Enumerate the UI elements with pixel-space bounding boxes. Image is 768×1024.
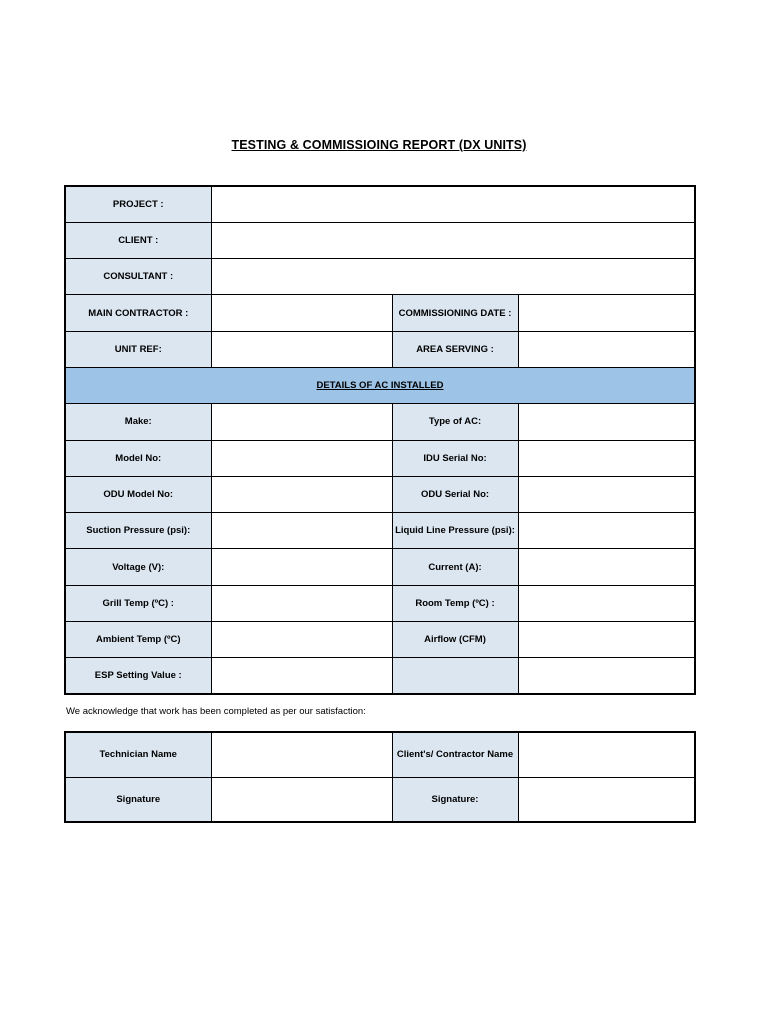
table-row — [65, 440, 695, 476]
detail-label: Voltage (V): — [65, 549, 211, 585]
table-row — [65, 404, 695, 440]
detail-field[interactable] — [518, 658, 695, 694]
main-contractor-label: MAIN CONTRACTOR : — [65, 295, 211, 331]
detail-label — [392, 658, 518, 694]
table-row — [65, 259, 695, 295]
detail-label: Current (A): — [392, 549, 518, 585]
detail-label: Grill Temp (ºC) : — [65, 585, 211, 621]
project-field[interactable] — [211, 186, 695, 222]
table-row — [65, 658, 695, 694]
unit-ref-field[interactable] — [211, 331, 392, 367]
detail-field[interactable] — [518, 585, 695, 621]
detail-field[interactable] — [518, 404, 695, 440]
area-serving-field[interactable] — [518, 331, 695, 367]
table-row — [65, 732, 695, 777]
signoff-table — [64, 731, 696, 823]
table-row — [65, 476, 695, 512]
client-signature-label: Signature: — [392, 777, 518, 822]
client-label: CLIENT : — [65, 222, 211, 258]
table-row — [65, 186, 695, 222]
commissioning-date-field[interactable] — [518, 295, 695, 331]
detail-field[interactable] — [211, 404, 392, 440]
detail-label: Liquid Line Pressure (psi): — [392, 513, 518, 549]
detail-label: Airflow (CFM) — [392, 622, 518, 658]
table-row — [65, 549, 695, 585]
detail-label: ESP Setting Value : — [65, 658, 211, 694]
commissioning-date-label: COMMISSIONING DATE : — [392, 295, 518, 331]
detail-label: ODU Serial No: — [392, 476, 518, 512]
table-row — [65, 622, 695, 658]
table-row — [65, 222, 695, 258]
detail-label: ODU Model No: — [65, 476, 211, 512]
detail-field[interactable] — [518, 622, 695, 658]
detail-field[interactable] — [518, 549, 695, 585]
detail-label: Suction Pressure (psi): — [65, 513, 211, 549]
project-label: PROJECT : — [65, 186, 211, 222]
consultant-label: CONSULTANT : — [65, 259, 211, 295]
detail-label: Type of AC: — [392, 404, 518, 440]
detail-field[interactable] — [211, 658, 392, 694]
technician-signature-label: Signature — [65, 777, 211, 822]
client-contractor-name-field[interactable] — [518, 732, 695, 777]
detail-field[interactable] — [211, 549, 392, 585]
detail-field[interactable] — [211, 622, 392, 658]
detail-field[interactable] — [518, 476, 695, 512]
table-row — [65, 367, 695, 403]
technician-name-field[interactable] — [211, 732, 392, 777]
detail-label: Model No: — [65, 440, 211, 476]
detail-field[interactable] — [211, 513, 392, 549]
unit-ref-label: UNIT REF: — [65, 331, 211, 367]
table-row — [65, 513, 695, 549]
table-row — [65, 331, 695, 367]
area-serving-label: AREA SERVING : — [392, 331, 518, 367]
detail-label: IDU Serial No: — [392, 440, 518, 476]
table-row — [65, 295, 695, 331]
main-contractor-field[interactable] — [211, 295, 392, 331]
section-heading: DETAILS OF AC INSTALLED — [65, 367, 695, 403]
technician-name-label: Technician Name — [65, 732, 211, 777]
detail-label: Make: — [65, 404, 211, 440]
detail-field[interactable] — [211, 476, 392, 512]
technician-signature-field[interactable] — [211, 777, 392, 822]
detail-field[interactable] — [518, 440, 695, 476]
acknowledgement-text: We acknowledge that work has been completed as per our satisfaction: — [66, 706, 366, 717]
consultant-field[interactable] — [211, 259, 695, 295]
detail-field[interactable] — [518, 513, 695, 549]
report-title: TESTING & COMMISSIOING REPORT (DX UNITS) — [231, 138, 527, 152]
client-contractor-name-label: Client's/ Contractor Name — [392, 732, 518, 777]
table-row — [65, 777, 695, 822]
project-details-table — [64, 185, 696, 695]
detail-label: Room Temp (ºC) : — [392, 585, 518, 621]
detail-label: Ambient Temp (ºC) — [65, 622, 211, 658]
client-field[interactable] — [211, 222, 695, 258]
client-signature-field[interactable] — [518, 777, 695, 822]
table-row — [65, 585, 695, 621]
detail-field[interactable] — [211, 585, 392, 621]
detail-field[interactable] — [211, 440, 392, 476]
